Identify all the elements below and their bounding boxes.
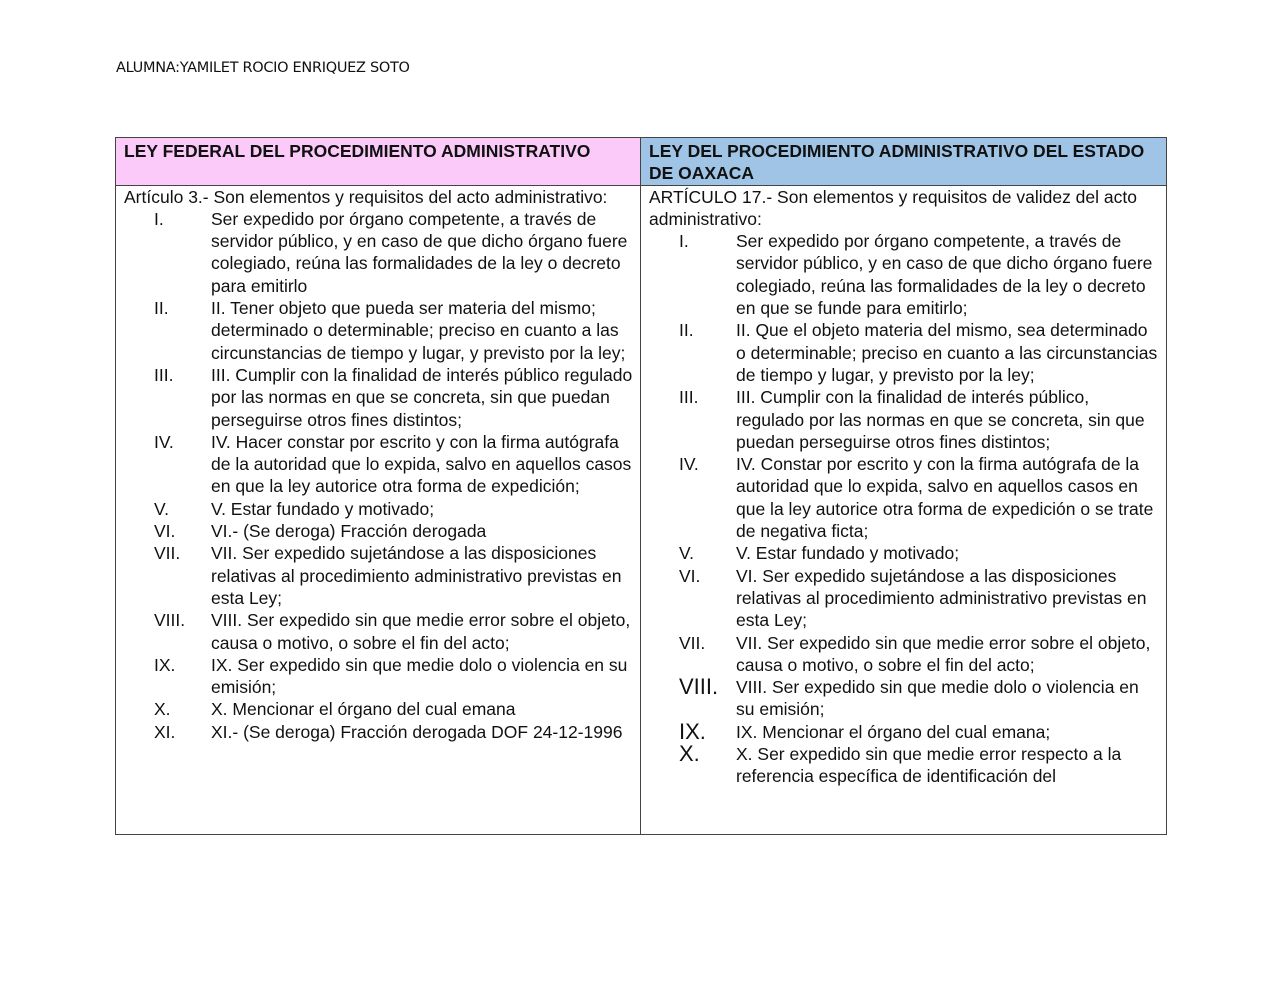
right-fraction-number: I. [679,231,689,252]
left-fraction-item [124,698,633,720]
right-fraction-item [649,453,1159,542]
left-fraction-number: XI. [154,721,176,742]
right-fraction-number: II. [679,320,694,341]
left-fraction-item [124,208,633,297]
left-fraction-number: IX. [154,654,176,675]
right-fraction-number: VII. [679,632,706,653]
right-fraction-item [649,542,1159,564]
right-fraction-text: III. Cumplir con la finalidad de interés público, regulado por las normas en que se concreta, sin que puedan perseguirse otros fines distintos; [736,387,1145,452]
right-fraction-text: X. Ser expedido sin que medie error respecto a la referencia específica de identificación del [736,744,1122,787]
right-fraction-item [649,386,1159,453]
left-fraction-item [124,721,633,743]
right-fraction-item [649,230,1159,319]
right-fraction-list [649,230,1159,787]
right-fraction-text: VI. Ser expedido sujetándose a las disposiciones relativas al procedimiento administrativo previstas en esta Ley; [736,565,1147,631]
left-fraction-item [124,431,633,498]
left-fraction-text: II. Tener objeto que pueda ser materia del mismo; determinado o determinable; preciso en cuanto a las circunstancias de tiempo y lugar, y previsto por la ley; [211,298,626,363]
left-fraction-list [124,208,633,743]
right-fraction-number: VIII. [679,674,719,700]
right-fraction-item [649,632,1159,677]
right-fraction-number: IX. [679,718,706,744]
left-fraction-number: X. [154,699,171,720]
left-fraction-text: IX. Ser expedido sin que medie dolo o violencia en su emisión; [211,654,628,698]
left-fraction-text: V. Estar fundado y motivado; [211,498,435,519]
left-fraction-number: VIII. [154,610,186,631]
left-fraction-number: IV. [154,431,174,452]
right-fraction-text: V. Estar fundado y motivado; [736,543,960,564]
right-fraction-item [649,743,1159,788]
left-fraction-item [124,498,633,520]
left-intro: Artículo 3.- Son elementos y requisitos del acto administrativo: [124,186,608,207]
header-row [116,138,1167,186]
left-fraction-item [124,542,633,609]
left-header-title: LEY FEDERAL DEL PROCEDIMIENTO ADMINISTRATIVO [124,141,591,161]
left-fraction-text: X. Mencionar el órgano del cual emana [211,699,516,720]
left-fraction-text: IV. Hacer constar por escrito y con la firma autógrafa de la autoridad que lo expida, salvo en aquellos casos en que la ley autorice otra forma de expedición; [211,431,632,497]
left-fraction-item [124,297,633,364]
right-content-cell [641,185,1167,834]
right-fraction-number: V. [679,543,694,564]
left-fraction-number: I. [154,208,164,229]
left-fraction-item [124,609,633,654]
right-intro: ARTÍCULO 17.- Son elementos y requisitos de validez del acto administrativo: [649,186,1137,229]
left-fraction-text: Ser expedido por órgano competente, a través de servidor público, y en caso de que dicho órgano fuere colegiado, reúna las formalidades de la ley o decreto para emitirlo [211,208,628,296]
left-fraction-item [124,520,633,542]
right-header-cell [641,138,1167,186]
right-header-title: LEY DEL PROCEDIMIENTO ADMINISTRATIVO DEL ESTADO DE OAXACA [649,141,1145,184]
right-fraction-item [649,319,1159,386]
right-fraction-text: II. Que el objeto materia del mismo, sea determinado o determinable; preciso en cuanto a las circunstancias de tiempo y lugar, y previsto por la ley; [736,320,1158,385]
left-fraction-text: VI.- (Se deroga) Fracción derogada [211,521,487,542]
right-fraction-text: IX. Mencionar el órgano del cual emana; [736,721,1051,742]
left-fraction-number: VI. [154,521,176,542]
right-fraction-number: X. [679,741,700,767]
right-fraction-text: IV. Constar por escrito y con la firma autógrafa de la autoridad que lo expida, salvo en aquellos casos en que la ley autorice otra forma de expedición o se trate de negativa ficta; [736,454,1154,542]
left-fraction-text: III. Cumplir con la finalidad de interés público regulado por las normas en que se concreta, sin que puedan perseguirse otros fines distintos; [211,364,633,430]
left-fraction-text: XI.- (Se deroga) Fracción derogada DOF 24-12-1996 [211,721,623,742]
right-fraction-text: Ser expedido por órgano competente, a través de servidor público, y en caso de que dicho órgano fuere colegiado, reúna las formalidades de la ley o decreto en que se funde para emitirlo; [736,231,1153,319]
left-fraction-item [124,364,633,431]
student-name: ALUMNA:YAMILET ROCIO ENRIQUEZ SOTO [116,60,410,76]
right-fraction-number: III. [679,387,699,408]
right-fraction-item [649,718,1159,744]
content-row [116,185,1167,834]
left-fraction-number: V. [154,498,169,519]
right-fraction-text: VII. Ser expedido sin que medie error sobre el objeto, causa o motivo, o sobre el fin del acto; [736,632,1151,675]
left-content-cell [116,185,641,834]
left-fraction-number: VII. [154,543,181,564]
right-fraction-number: VI. [679,565,701,586]
right-fraction-text: VIII. Ser expedido sin que medie dolo o violencia en su emisión; [736,677,1139,720]
left-fraction-item [124,654,633,699]
right-fraction-item [649,676,1159,721]
comparison-table [115,137,1167,835]
left-fraction-text: VII. Ser expedido sujetándose a las disposiciones relativas al procedimiento administrativo previstas en esta Ley; [211,543,622,608]
left-header-cell [116,138,641,186]
right-fraction-number: IV. [679,454,699,475]
right-fraction-item [649,565,1159,632]
left-fraction-number: II. [154,298,169,319]
left-fraction-number: III. [154,364,174,385]
left-fraction-text: VIII. Ser expedido sin que medie error sobre el objeto, causa o motivo, o sobre el fin del acto; [211,610,631,653]
